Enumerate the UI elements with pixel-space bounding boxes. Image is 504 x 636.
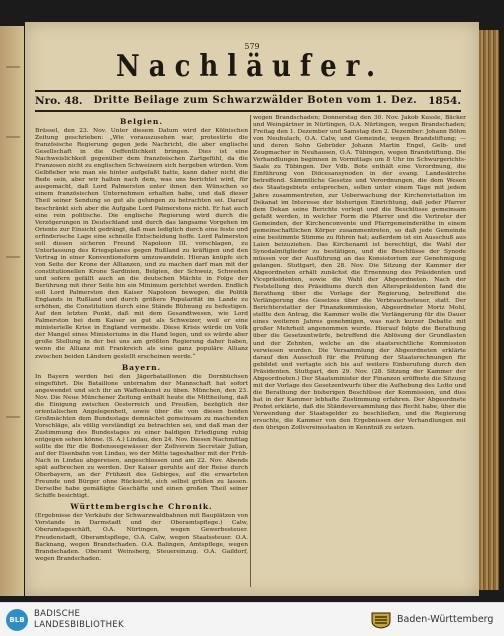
baden-wuerttemberg-crest-icon[interactable] [370,611,392,629]
section-heading-wuerttemberg: Württembergische Chronik. [70,502,213,512]
section-heading-bayern: Bayern. [121,362,162,372]
page-speck [6,136,20,138]
issue-title: Dritte Beilage zum Schwarzwälder Boten vom 1. Dez. [93,95,418,106]
article-wuerttemberg-chronik: (Ergebnisse der Verkäufe der Schwarzwaldbahnen mit Bauplätzen von Vorstande in Darmstadt und der Oberamtspflege.) Calw, Oberamtsgeschäft, O.A. Nürtingen, wegen Gewerbesteuer. Freudenstadt, Oberamtspflege, O.A. Calw, wegen Staatssteuer. O.A. Backnang, wegen Brandschaden. O.A. Balingen, Amtspflege, wegen Brandschaden. Oberamt Weinsberg, Steuereinzug. O.A. Gaildorf, wegen Brandschaden. [35,513,248,562]
article-belgien: Brüssel, den 23. Nov. Unter diesem Datum wird der Kölnischen Zeitung geschrieben: „Wie vorauszusehen war, protestirte die französische Regierung gegen jede Nachricht, die aber englische Gesellschaft in die Oeffentlichkeit bringen. Dies ist eine Nachweislichkeit gegenüber dem französischen Zartgefühl, da die Franzosen nicht zu englischen Schweizern sich hergeben würden. Vom Gelbfieber wie man sie hinter aufgefaßt hatte, kann daher nicht die Rede sein, aber wir halten nach dem, was uns berichtet wird, für ausgemacht, daß Lord Palmerston unter ihnen den Wünschen so einem französischen Unternehmen erhalten habe, und daß dieser Theil seiner Sendung so gut als gelungen zu betrachten sei. Darauf beschränkt sich aber die Aufgabe Lord Palmerstons nicht. Er hat auch eine rein politische. Die englische Regierung wird durch die Verzögerungen in Deutschland und durch das langsame Vorgehen im Oriente zur Einsicht gedrängt, daß man lediglich durch eine feste und erfinderische Lage eine schnelle Entscheidung hoffe. Lord Palmerston soll diesen sicheren Freund Napoleon III. vorschlagen, zu Unterlassung des Kriegsplanes gegen Rußland zu kräftigen und den Vertrag in einer Konventionsform umzuwandeln. Hieran knüpfe sich von Seite der Krone der Allianzen, und zu machen darf man mit der constitutionellen Krone Sardinien, Belgien, der Schweiz, Schweden und sofern gefällt auch an die deutschen Mächte in Folge der Berührung mit ihrer Seite hin ein Minimum gerichtet werden. Endlich soll Lord Palmerston den Kaiser Napoleon bewegen, die Politik Englands in Rußland und durch größere Popularität im Lande zu erhöhen, die Constitution durch eine Stände Bühnung zu befestigen. Auf den letzten Punkt, daß mit dem Gesandtwesen, wie Lord Palmerston bei dem Kaiser so gut als Schweizer, weil er eine ministerielle Krise in England vermeide. Diese Krisis würde im Volk der Mangel eines Ministeriums in die Hand legen, und es würde aber große Stellung in der bei uns am größten Regierung daher haben, wenn die Allianz mit Frankreich als eine ganz populäre Allianz zwischen beiden Ländern gestellt erscheinen werde.“ [35,128,248,360]
top-rule [35,90,461,92]
left-column [35,115,248,563]
page-speck [6,416,20,418]
right-column [253,115,466,432]
newspaper-page [25,22,479,596]
previous-page-edge [0,26,24,596]
article-continued: wegen Brandschaden; Donnerstag den 30. Nov. Jakob Kussle, Bäcker und Weingärtner in Nürtingen, O.A. Nürtingen, wegen Brandschaden; Freitag den 1. Dezember und Samstag den 2. Dezember: Johann Böhm von Neubulach, O.A. Calw, und Gemeinde, wegen Brandstiftung; — und deren Sohn Gebrüder Johann Martin Engel, Gelb- und Zeugmacher in Neuhausen, O.A. Tübingen, wegen Brandstiftung. Die Verhandlungen beginnen in Vormittags um 8 Uhr im Schwurgerichts-Saale zu Tübingen. Der Vdb. Bote enthält eine Verordnung, die Einführung von Diöcesansynoden in der evang. Landeskirche betreffend. Sämmtliche Gesetze und Verordnungen, die dem Wesen des Staatsgebiets entsprechen, sollen unter einem Tage mit jedem Jahre zusammentreten, zur Ueberwachung der Kirchenvisitation im Dekanat im Interesse der bisherigen Einrichtung, daß jeder Pfarrer dem Dekan seine Berichte vorlegt und die Beschlüsse gemeinsam gefaßt werden, in welcher Form die Pfarrer und die Vertreter der Gemeinden, der Kirchenconvente und Pfarrgemeinderäthe in einem gemeinschaftlichen Körper zusammentreten, so daß jede Gemeinde eine bestimmte Stimme zu führen hat; außerdem ist ein Ausschuß aus Laien beizuziehen. Das Kirchenamt ist berechtigt, die Wahl der Synodalmitglieder zu bestätigen, und die Beschlüsse der Synode müssen vor der Ausführung an das Konsistorium zur Genehmigung gelangen. Stuttgart, den 28. Nov. Die Sitzung der Kammer der Abgeordneten erhält zunächst die Ernennung des Präsidenten und Vicepräsidenten, sowie die Wahl der Abgeordneten. Nach der Feststellung des Präsidiums durch den Alterspräsidenten fand die Berathung über die Vorlage der Regierung, betreffend die Verlängerung des Gesetzes über die Verbrauchssteuer, statt. Der Berichterstatter der Finanzkommission, Abgeordneter Moriz Mohl, stellte den Antrag, die Kammer wolle die Verlängerung für die Dauer eines weiteren Jahres genehmigen, was nach kurzer Debatte mit großer Mehrheit angenommen wurde. Hierauf folgte die Berathung über die Gesetzentwürfe, betreffend die Ablösung der Grundlasten und der Zehnten, welche an die staatsrechtliche Kommission verwiesen wurden. Die Versammlung der Abgeordneten erklärte darauf den Ausschuß für die Prüfung der Staatsrechnungen für gebildet und vertagte sich bis auf weitere Einberufung durch den Präsidenten. Stuttgart, den 29. Nov. (28. Sitzung der Kammer der Abgeordneten.) Der Staatsminister der Finanzen eröffnete die Sitzung mit der Vorlage des Gesetzentwurfs über die Aufhebung des Lotto und die Berathung der bisherigen Beschlüsse der Kommission, und dies hat in der Kammer lebhafte Zustimmung erfahren. Der Abgeordnete Probst erklärte, daß die Ständeversammlung das Recht habe, über die Verwendung der Staatsgelder zu beschließen, und die Regierung ersuchte, die Kammer von den Ergebnissen der Verhandlungen mit den übrigen Zollvereinsstaaten in Kenntniß zu setzen. [253,115,466,432]
issue-year: 1854. [428,94,461,107]
masthead-title: Nachläufer. [115,49,385,85]
blb-logo-icon[interactable]: BLB [6,609,28,631]
bottom-rule [35,110,461,112]
library-footer [0,602,504,636]
library-name [34,609,124,630]
column-divider [250,115,251,587]
issue-line [35,93,461,108]
page-number: 579 [244,42,260,51]
section-heading-belgien: Belgien. [120,117,163,126]
issue-number: Nro. 48. [35,94,83,107]
library-name-line1: BADISCHE [34,609,81,619]
page-speck [6,256,20,258]
library-name-line2: LANDESBIBLIOTHEK [34,619,124,630]
article-bayern: In Bayern werden bei den Jägerbataillonen die Dornbüchsen eingeführt. Die Bataillone unternahm der Mannschaft hat sofort angewendet und sich ihr an Waffenkunst zu üben. München, den 23. Nov. Die Neue Münchener Zeitung enthält heute die Mittheilung, daß die Einigung zwischen Oesterreich und Preußen, bezüglich der orientalischen Angelegenheit, sowie über die von diesen beiden Großmächten dem Bundestage demnächst gemeinsam zu machenden Vorschläge, als völlig verständigt zu betrachten sei, und daß man der Zustimmung des Bundestages zu einer baldigen Erledigung ruhig entgegen sehen könne. (S. A.) Lindau, den 24. Nov. Diesen Nachmittag sollte die für die Bodenseegewässer der Zollverein Secretair Julian, auf der Eisenbahn von Lindau, wo der Mitte tageshalber mit der Früh-Nach in Lindau abgereisen, angeschlossen und am 22. Nov. Abends spät aufbrechen zu werden. Der Kaiser geruhte auf der Reise durch Oberbayern, an der Frühzeit des Gebirges, auf die erwarteten Freunde und Bürger ohne Rücksicht, sich selbst grüßen zu lassen. Derselbe habe gemäßigte Geschäfte und einen großen Theil seiner Schiffe besichtigt. [35,373,248,500]
book-spine-edge [479,30,499,590]
state-name: Baden-Württemberg [397,614,494,625]
page-speck [6,66,20,68]
